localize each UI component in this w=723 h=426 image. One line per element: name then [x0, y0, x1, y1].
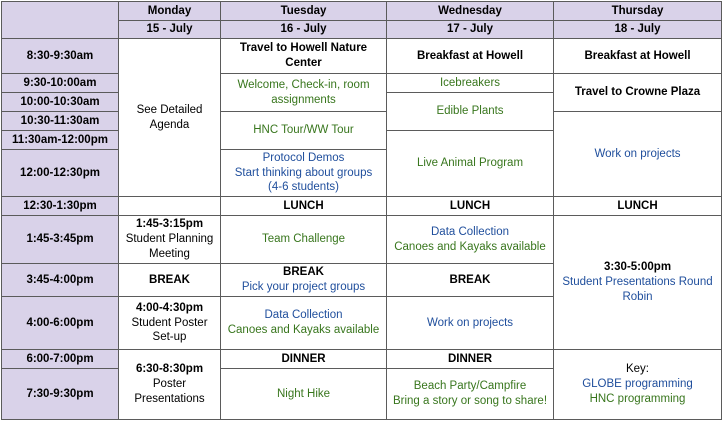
- tuesday-break-label: BREAK: [283, 266, 324, 279]
- day-tuesday: Tuesday: [221, 2, 387, 21]
- date-thursday: 18 - July: [554, 21, 722, 39]
- table-row: [2, 74, 722, 93]
- wednesday-lunch: LUNCH: [387, 197, 554, 216]
- monday-planning-text: Student Planning Meeting: [125, 233, 214, 260]
- monday-poster-presentations: [119, 350, 221, 420]
- key-title: Key:: [625, 363, 649, 376]
- date-monday: 15 - July: [119, 21, 221, 39]
- wednesday-breakfast: Breakfast at Howell: [387, 39, 554, 74]
- wednesday-dinner: DINNER: [387, 350, 554, 369]
- tuesday-data-collection: [221, 297, 387, 350]
- wednesday-data-collection: [387, 216, 554, 264]
- thursday-pres-time: 3:30-5:00pm: [603, 261, 672, 274]
- protocol-line-3: (4-6 students): [268, 181, 339, 194]
- wednesday-story-line: Bring a story or song to share!: [392, 395, 548, 407]
- time-cell: 10:00-10:30am: [2, 93, 119, 112]
- wednesday-data-collection-line: Data Collection: [431, 225, 509, 238]
- key-legend: [554, 350, 722, 420]
- wednesday-beach-party: [387, 369, 554, 420]
- monday-poster-setup-time: 4:00-4:30pm: [135, 301, 204, 314]
- time-cell: 4:00-6:00pm: [2, 297, 119, 350]
- monday-planning-time: 1:45-3:15pm: [135, 218, 204, 231]
- thursday-breakfast: Breakfast at Howell: [554, 39, 722, 74]
- corner-cell: [2, 2, 119, 39]
- tuesday-dinner: DINNER: [221, 350, 387, 369]
- time-cell: 11:30am-12:00pm: [2, 131, 119, 150]
- tuesday-team-challenge: Team Challenge: [221, 216, 387, 264]
- day-thursday: Thursday: [554, 2, 722, 21]
- table-row: [2, 216, 722, 264]
- date-tuesday: 16 - July: [221, 21, 387, 39]
- time-cell: 3:45-4:00pm: [2, 264, 119, 297]
- tuesday-pick-groups: Pick your project groups: [241, 281, 366, 293]
- time-cell: 12:00-12:30pm: [2, 150, 119, 197]
- day-header-row: [2, 2, 722, 21]
- day-wednesday: Wednesday: [387, 2, 554, 21]
- tuesday-protocol-demos: [221, 150, 387, 197]
- table-row: [2, 112, 722, 131]
- time-cell: 6:00-7:00pm: [2, 350, 119, 369]
- monday-poster-pres-text: Poster Presentations: [134, 378, 205, 405]
- table-row: [2, 197, 722, 216]
- wednesday-canoes-line: Canoes and Kayaks available: [394, 240, 546, 253]
- tuesday-canoes-line: Canoes and Kayaks available: [227, 324, 380, 336]
- thursday-presentations: [554, 216, 722, 350]
- wednesday-beach-line: Beach Party/Campfire: [413, 380, 527, 393]
- monday-empty-lunch: [119, 197, 221, 216]
- table-row: [2, 350, 722, 369]
- time-cell: 7:30-9:30pm: [2, 369, 119, 420]
- thursday-lunch: LUNCH: [554, 197, 722, 216]
- schedule-table: [1, 1, 722, 420]
- tuesday-tour: HNC Tour/WW Tour: [221, 112, 387, 150]
- monday-agenda: [119, 39, 221, 197]
- monday-poster-setup: [119, 297, 221, 350]
- key-hnc: HNC programming: [589, 392, 686, 405]
- monday-poster-setup-text: Student Poster Set-up: [131, 316, 208, 344]
- tuesday-break: [221, 264, 387, 297]
- wednesday-break: BREAK: [387, 264, 554, 297]
- wednesday-icebreakers: Icebreakers: [387, 74, 554, 93]
- thursday-pres-text: Student Presentations Round Robin: [562, 276, 713, 303]
- tuesday-night-hike: Night Hike: [221, 369, 387, 420]
- time-cell: 1:45-3:45pm: [2, 216, 119, 264]
- day-monday: Monday: [119, 2, 221, 21]
- wednesday-edible-plants: Edible Plants: [387, 93, 554, 131]
- wednesday-animal-program: Live Animal Program: [387, 131, 554, 197]
- monday-break: BREAK: [119, 264, 221, 297]
- protocol-line-2: Start thinking about groups: [234, 166, 373, 179]
- wednesday-projects: Work on projects: [387, 297, 554, 350]
- table-row: [2, 39, 722, 74]
- time-cell: 9:30-10:00am: [2, 74, 119, 93]
- time-cell: 10:30-11:30am: [2, 112, 119, 131]
- tuesday-welcome: Welcome, Check-in, room assignments: [221, 74, 387, 112]
- date-wednesday: 17 - July: [387, 21, 554, 39]
- thursday-travel: Travel to Crowne Plaza: [554, 74, 722, 112]
- time-cell: 12:30-1:30pm: [2, 197, 119, 216]
- protocol-line-1: Protocol Demos: [262, 151, 345, 164]
- thursday-projects-morning: Work on projects: [554, 112, 722, 197]
- monday-planning: [119, 216, 221, 264]
- key-globe: GLOBE programming: [582, 378, 693, 391]
- tuesday-data-collection-line: Data Collection: [264, 309, 343, 322]
- monday-agenda-text: See Detailed Agenda: [136, 103, 203, 131]
- monday-poster-pres-time: 6:30-8:30pm: [135, 363, 204, 376]
- tuesday-lunch: LUNCH: [221, 197, 387, 216]
- tuesday-travel: Travel to Howell Nature Center: [221, 39, 387, 74]
- time-cell: 8:30-9:30am: [2, 39, 119, 74]
